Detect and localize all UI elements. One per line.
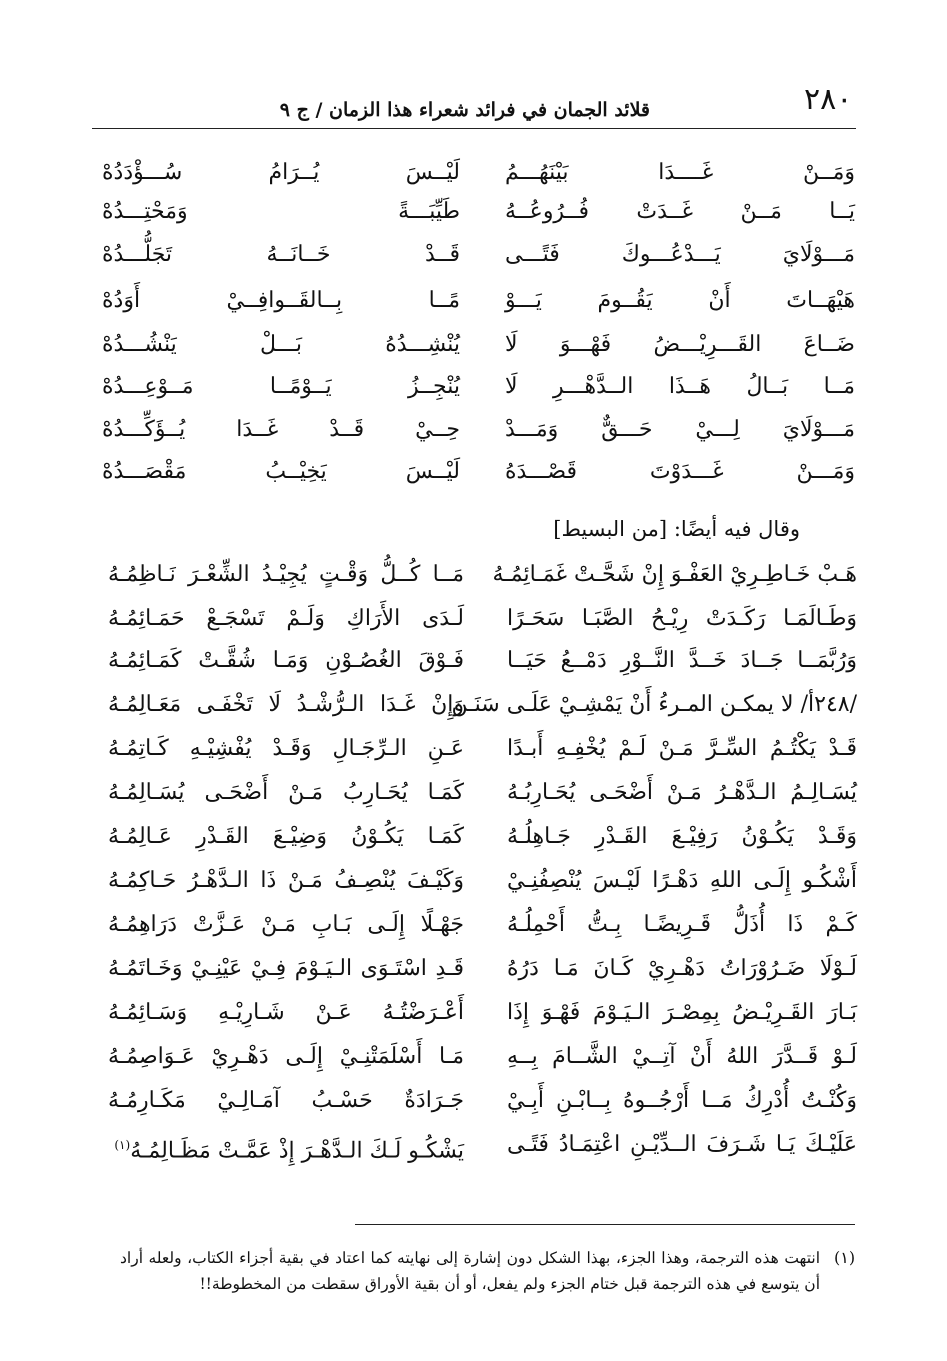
poem-intro <box>540 514 800 544</box>
poem2-left-line: مَــا كُــلُّ وَقْـتٍ يُجِيْـدُ الشِّعْـرَ نَـاظِمُـهُ <box>108 562 464 587</box>
poem2-right-line: هَـبْ خَـاطِـرِيْ العَفْـوَ إِنْ شَحَّـتْ غَمَـائِمُـهُ <box>492 562 857 587</box>
poem1-left-line: لَيْــسَ يُــرَامُ سُـــؤْدَدُهْ <box>102 160 460 185</box>
poem1-left-line: قَــدْ خَــانَــهُ تَجَلُّـــدُهْ <box>102 242 460 267</box>
poem1-right-line: مَـــوْلَايَ لِـــيْ حَـــقٌّ وَمَـــدْ <box>505 417 855 442</box>
poem2-right-line: لَـوْ قَــدَّرَ اللهُ أَنْ آتِــيْ الشَّــامَ بِــهِ <box>507 1044 857 1069</box>
running-title: قلائد الجمان في فرائد شعراء هذا الزمان / ج ٩ <box>279 99 650 121</box>
poem1-left-line: يُنْجِــزُ يَــوْمًــا مَــوْعِـــدُهْ <box>102 374 460 399</box>
footnote-text: انتهت هذه الترجمة، وهذا الجزء، بهذا الشكل دون إشارة إلى نهايته كما اعتاد في بقية أجزاء الكتاب، ولعله أراد أن يتوسع في هذه الترجمة قبل ختام الجزء ولم يفعل، أو أن بقية الأوراق سقطت من المخطوطة!! <box>120 1249 820 1293</box>
poem2-left-line: وَكَيْـفَ يُنْصِـفُ مَـنْ ذَا الـدَّهْـرُ حَـاكِمُـهُ <box>108 868 464 893</box>
intro-text: وقال فيه أيضًا: <box>673 517 800 541</box>
poem2-left-line: عَـنِ الـرِّجَـالِ وَقَـدْ يُفْشِيْـهِ كَـاتِمُـهُ <box>108 736 464 761</box>
poem1-right-line: وَمَـــنْ غَـــدَوْتَ قَصْـــدَهُ <box>505 459 855 484</box>
page-number: ٢٨٠ <box>804 82 853 117</box>
poem1-left-line: مًــا بِــالقَــوافِــيْ أَوَدُهْ <box>102 288 460 313</box>
poem2-left-line: كَمَـا يَكُـوْنُ وَضِيْـعَ القَـدْرِ عَـالِمُـهُ <box>108 824 464 849</box>
poem2-left-line: مَـا أَسْلَمَتْنِـيْ إِلَـى دَهْـرِيْ عَـوَاصِمُـهُ <box>108 1044 464 1069</box>
footnote-rule <box>355 1224 855 1225</box>
poem2-left-line <box>108 1130 464 1166</box>
poem1-right-line: مَـــوْلَايَ يَـــدْعُـــوكَ فَتًـــى <box>505 242 855 267</box>
poem2-left-line: فَـوْقَ الغُصُـوْنِ وَمَـا شُقَّـتْ كَمَـائِمُـهُ <box>108 648 464 673</box>
poem1-left-line: طَيِّبَـــةً وَمَحْتِـــدُهْ <box>102 199 460 224</box>
poem2-left-line: كَمَـا يُحَـارِبُ مَـنْ أَضْحَـى يُسَـالِمُـهُ <box>108 780 464 805</box>
footnote-marker: (١) <box>834 1248 856 1267</box>
poem2-right-line: كَـمْ ذَا أُذَلُّ قَـرِيضًـا بِـتُّ أَحْمِلُـهُ <box>507 912 857 937</box>
poem2-right-line: لَـوْلَا ضَـرُوْرَاتُ دَهْـرِيْ كَـانَ مَـا دَرُهُ <box>507 956 857 981</box>
meter-label: [من البسيط] <box>553 517 668 541</box>
poem2-left-line: وَإِنْ غَـدَا الـرُّشْـدُ لَا تَخْفَـى مَعَـالِمُـهُ <box>108 692 464 717</box>
poem1-right-line: مَــا بَــالُ هَــذَا الــدَّهْـــرِ لَا <box>505 374 855 399</box>
poem2-left-line: أَعْـرَضْتُـهُ عَـنْ شَـارِيْـهِ وَسَـائِمُـهُ <box>108 1000 464 1025</box>
poem2-right-line: أَشْكُـو إِلَـى اللهِ دَهْـرًا لَيْـسَ يُنْصِفُنِـيْ <box>507 868 857 893</box>
poem1-left-line: لَيْــسَ يَخِيْــبُ مَقْصَـــدُهْ <box>102 459 460 484</box>
poem2-left-line: جَـرَادَةٌ حَسْـبُ آمَـالِـيْ مَكَـارِمُـهُ <box>108 1088 464 1113</box>
poem2-right-line: وَقَـدْ يَكُـوْنُ رَفِيْـعَ القَـدْرِ جَـاهِلُـهُ <box>507 824 857 849</box>
poem2-right-line: /٢٤٨أ/ لا يمكـن المـرءُ أَنْ يَمْشِـيْ عَلَـى سَنَـن <box>451 692 857 717</box>
poem1-left-line: حِــيْ قَــدْ غَــدَا يُــؤَكِّـــدُهْ <box>102 417 460 442</box>
poem2-right-line: يُسَـالِـمُ الـدَّهْـرُ مَـنْ أَضْحَـى يُحَـارِبُـهُ <box>507 780 857 805</box>
header-rule <box>92 128 856 129</box>
poem1-right-line: هَيْهَــاتَ أَنْ يَقُــومَ يَـــوْ <box>505 288 855 313</box>
poem2-right-line: بَـارَ القَـرِيْـضُ بِمِصْـرَ الـيَـوْمَ فَهْـوَ إِذَا <box>507 1000 857 1025</box>
poem1-left-line: يُنْشِـــدُهُ بَـــلْ يَنْشُـــدُهْ <box>102 332 460 357</box>
poem2-right-line: وَرُبَّمَــا جَــادَ خَــدَّ النَّــوْرِ دَمْــعُ حَيَــا <box>507 648 857 673</box>
poem2-right-line: عَلَيْـكَ يَـا شَـرَفَ الــدِّيْـنِ اعْتِمَـادُ فَتًـى <box>507 1132 857 1157</box>
poem1-right-line: يَــا مَــنْ غَــدَتْ فُــرُوعُــهُ <box>505 199 855 224</box>
footnote-reference[interactable]: (١) <box>114 1138 131 1152</box>
poem2-right-line: قَـدْ يَكْتُـمُ السِّـرَّ مَـنْ لَـمْ يُخْفِـهِ أَبـدًا <box>507 736 857 761</box>
poem2-left-line: جَهْـلًا إِلَـى بَـابِ مَـنْ عَـزَّتْ دَرَاهِمُـهُ <box>108 912 464 937</box>
poem2-left-line: لَـدَى الأَرَاكِ وَلَـمْ تَسْجَـعْ حَمَـائِمُـهُ <box>108 606 464 631</box>
poem1-right-line: وَمَــنْ غَــــدَا بَيْنَهُـــمُ <box>505 160 855 185</box>
poem2-left-line: قَـدِ اسْتَـوَى الـيَـوْمَ فِـيْ عَيْنِـيْ وَخَـاتَمُـهُ <box>108 956 464 981</box>
poem2-left-line-text: يَشْكُـو لَـكَ الـدَّهْـرَ إِذْ عَمَّـتْ مَظَـالِمُـهُ <box>130 1138 464 1164</box>
poem1-right-line: ضَــاعَ القَـــرِيْـــضُ فَهْـــوَ لَا <box>505 332 855 357</box>
poem2-right-line: وَطَـالَمَـا رَكَـدَتْ رِيْـحُ الصَّبَـا سَحَـرًا <box>507 606 857 631</box>
poem2-right-line: وَكُنْـتُ أُدْرِكُ مَــا أَرْجُــوهُ بِــابْـنِ أَبِـيْ <box>507 1088 857 1113</box>
